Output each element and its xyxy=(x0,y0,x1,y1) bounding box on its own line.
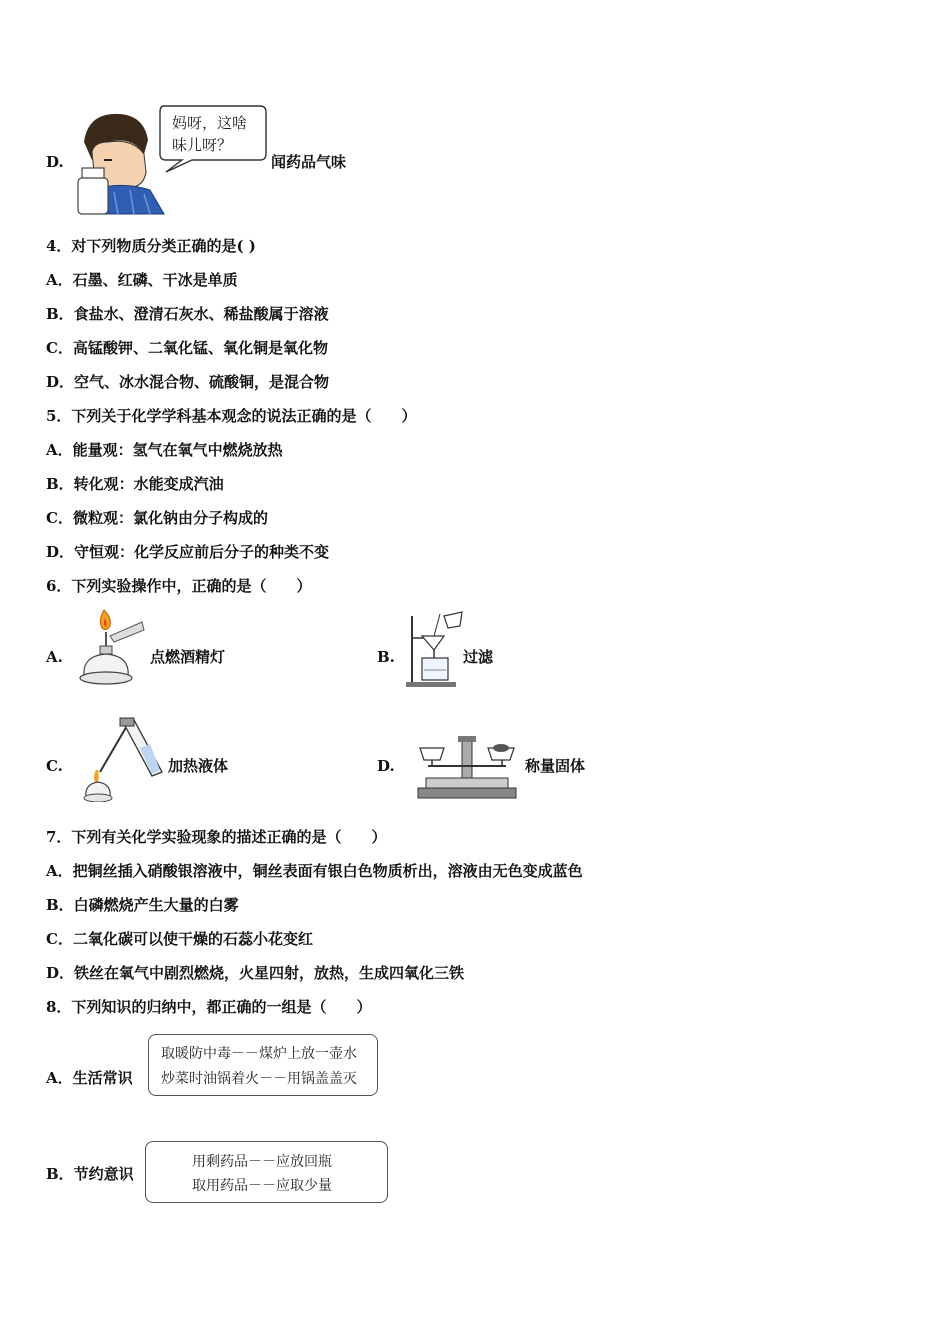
q8-option-b-box-line-1: 用剩药品－－应放回瓶 xyxy=(192,1154,332,1170)
q3-option-d-letter: D. xyxy=(46,153,64,171)
q8-option-a-label: A．生活常识 xyxy=(46,1069,133,1087)
q6-option-d-letter: D. xyxy=(377,757,395,775)
q8-option-b-label: B．节约意识 xyxy=(46,1165,134,1183)
q5-option-b: B．转化观：水能变成汽油 xyxy=(46,475,224,493)
q5-stem: 5．下列关于化学学科基本观念的说法正确的是（ ） xyxy=(46,407,417,425)
q6-option-a-caption: 点燃酒精灯 xyxy=(150,648,226,666)
q7-stem: 7．下列有关化学实验现象的描述正确的是（ ） xyxy=(46,828,387,846)
q6-option-c-letter: C. xyxy=(46,757,63,775)
q6-option-b-caption: 过滤 xyxy=(463,648,494,666)
q6-option-a-letter: A. xyxy=(46,648,63,666)
q5-option-a: A．能量观：氢气在氧气中燃烧放热 xyxy=(46,441,283,459)
q8-option-a-box-line-2: 炒菜时油锅着火－－用锅盖盖灭 xyxy=(161,1071,357,1087)
bubble-line-1: 妈呀，这啥 xyxy=(172,114,248,132)
q7-option-d: D．铁丝在氧气中剧烈燃烧，火星四射，放热，生成四氧化三铁 xyxy=(46,964,465,982)
q4-option-d: D．空气、冰水混合物、硫酸铜，是混合物 xyxy=(46,373,330,391)
q4-option-a: A．石墨、红磷、干冰是单质 xyxy=(46,271,238,289)
q8-stem: 8．下列知识的归纳中，都正确的一组是（ ） xyxy=(46,998,372,1016)
heating-liquid-icon xyxy=(80,716,168,802)
q8-option-a-box-line-1: 取暖防中毒－－煤炉上放一壶水 xyxy=(161,1046,357,1062)
q8-option-b-box-line-2: 取用药品－－应取少量 xyxy=(192,1178,332,1194)
q6-option-c-caption: 加热液体 xyxy=(168,757,229,775)
q5-option-c: C．微粒观：氯化钠由分子构成的 xyxy=(46,509,268,527)
q7-option-b: B．白磷燃烧产生大量的白雾 xyxy=(46,896,239,914)
q4-option-c: C．高锰酸钾、二氧化锰、氧化铜是氧化物 xyxy=(46,339,328,357)
q4-stem: 4．对下列物质分类正确的是( ) xyxy=(46,237,256,255)
q7-option-a: A．把铜丝插入硝酸银溶液中，铜丝表面有银白色物质析出，溶液由无色变成蓝色 xyxy=(46,862,583,880)
alcohol-lamp-lighting-icon xyxy=(76,606,150,688)
q4-option-b: B．食盐水、澄清石灰水、稀盐酸属于溶液 xyxy=(46,305,329,323)
q7-option-c: C．二氧化碳可以使干燥的石蕊小花变红 xyxy=(46,930,313,948)
q6-stem: 6．下列实验操作中，正确的是（ ） xyxy=(46,577,312,595)
q5-option-d: D．守恒观：化学反应前后分子的种类不变 xyxy=(46,543,330,561)
q6-option-d-caption: 称量固体 xyxy=(525,757,586,775)
q8-option-b-box xyxy=(145,1141,388,1203)
q6-option-b-letter: B. xyxy=(377,648,395,666)
boy-smelling-illustration xyxy=(74,102,270,218)
q3-option-d-caption: 闻药品气味 xyxy=(271,153,347,171)
bubble-line-2: 味儿呀？ xyxy=(172,136,233,154)
q8-option-a-box xyxy=(148,1034,378,1096)
filtration-apparatus-icon xyxy=(404,610,466,690)
balance-scale-icon xyxy=(414,732,520,802)
